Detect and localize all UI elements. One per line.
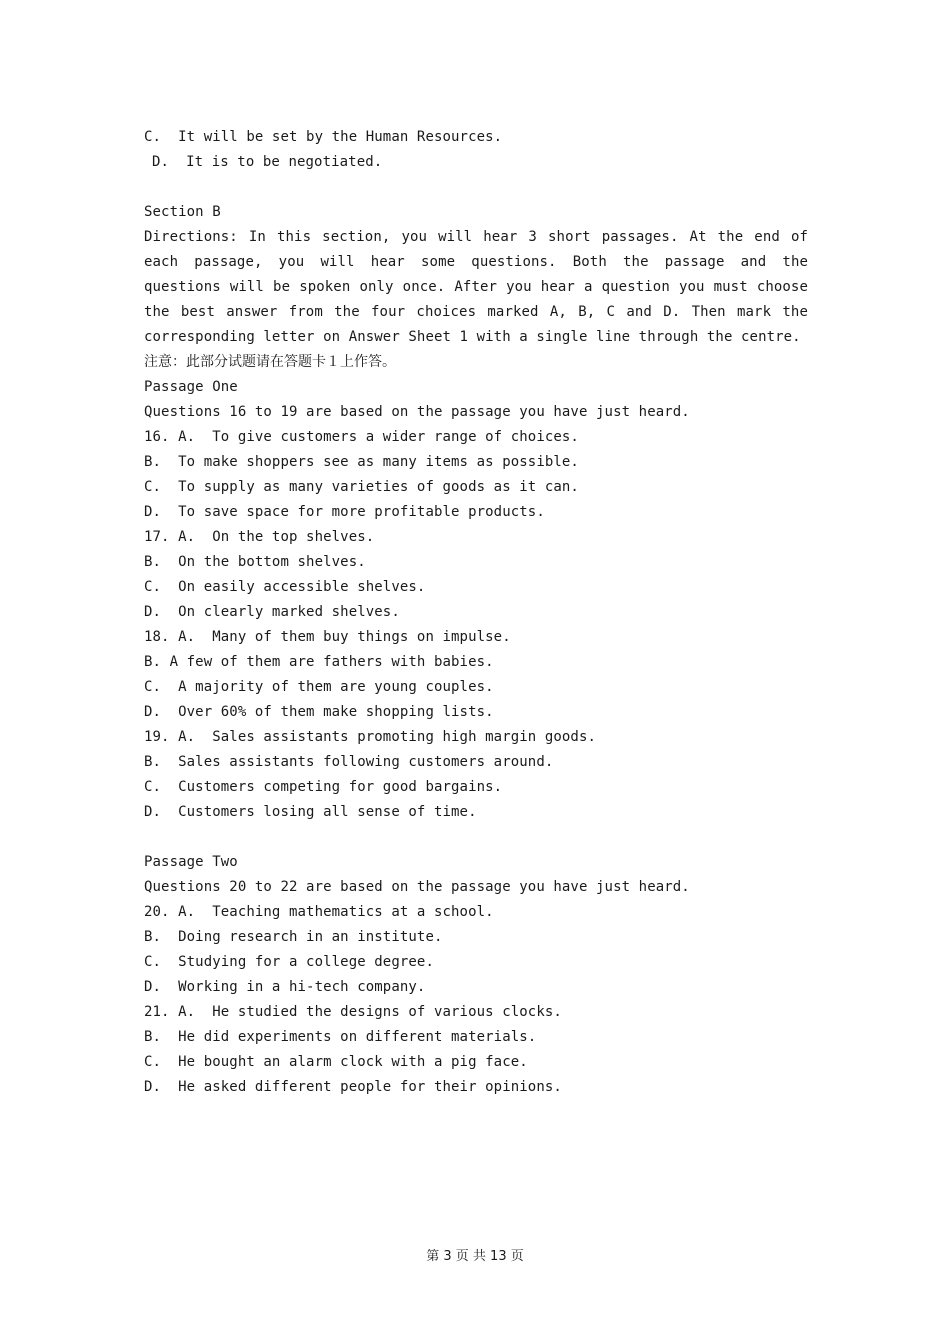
option-line: C. It will be set by the Human Resources.: [144, 129, 503, 145]
question-line: 16. A. To give customers a wider range of choices.: [144, 429, 579, 445]
option-line: B. Sales assistants following customers around.: [144, 754, 554, 770]
option-line: D. It is to be negotiated.: [152, 154, 383, 170]
question-line: 21. A. He studied the designs of various clocks.: [144, 1004, 562, 1020]
option-line: D. On clearly marked shelves.: [144, 604, 400, 620]
passage-one-questions: [144, 425, 808, 825]
option-line: C. A majority of them are young couples.: [144, 679, 494, 695]
option-line: C. Customers competing for good bargains.: [144, 779, 503, 795]
section-title: Section B: [144, 204, 221, 220]
passage-one-title: Passage One: [144, 379, 238, 395]
question-line: 17. A. On the top shelves.: [144, 529, 375, 545]
option-line: C. To supply as many varieties of goods as it can.: [144, 479, 579, 495]
question-line: 19. A. Sales assistants promoting high margin goods.: [144, 729, 597, 745]
blank-line: [144, 175, 808, 200]
option-line: D. Working in a hi-tech company.: [144, 979, 426, 995]
option-line: B. Doing research in an institute.: [144, 929, 443, 945]
option-line: B. He did experiments on different materials.: [144, 1029, 537, 1045]
option-line: D. Customers losing all sense of time.: [144, 804, 477, 820]
answer-sheet-note: 注意：此部分试题请在答题卡１上作答。: [144, 354, 396, 370]
page-footer: 第 3 页 共 13 页: [426, 1249, 524, 1264]
passage-two-title: Passage Two: [144, 854, 238, 870]
option-line: B. On the bottom shelves.: [144, 554, 366, 570]
directions-paragraph: Directions: In this section, you will hear 3 short passages. At the end of each passage, you will hear some questions. Both the passage and the questions will be spoken only once. After you hear a question you must choose the best answer from the four choices marked A, B, C and D. Then mark the corresponding letter on Answer Sheet 1 with a single line through the centre.: [144, 229, 808, 345]
document-body: [144, 125, 808, 1100]
passage-two-intro: Questions 20 to 22 are based on the passage you have just heard.: [144, 879, 690, 895]
option-line: D. To save space for more profitable products.: [144, 504, 545, 520]
option-line: C. On easily accessible shelves.: [144, 579, 426, 595]
option-line: B. A few of them are fathers with babies.: [144, 654, 494, 670]
option-line: C. Studying for a college degree.: [144, 954, 434, 970]
blank-line: [144, 825, 808, 850]
passage-two-questions: [144, 900, 808, 1100]
option-line: D. Over 60% of them make shopping lists.: [144, 704, 494, 720]
question-line: 18. A. Many of them buy things on impulse.: [144, 629, 511, 645]
question-line: 20. A. Teaching mathematics at a school.: [144, 904, 494, 920]
option-line: C. He bought an alarm clock with a pig face.: [144, 1054, 528, 1070]
passage-one-intro: Questions 16 to 19 are based on the passage you have just heard.: [144, 404, 690, 420]
option-line: D. He asked different people for their opinions.: [144, 1079, 562, 1095]
option-line: B. To make shoppers see as many items as possible.: [144, 454, 579, 470]
